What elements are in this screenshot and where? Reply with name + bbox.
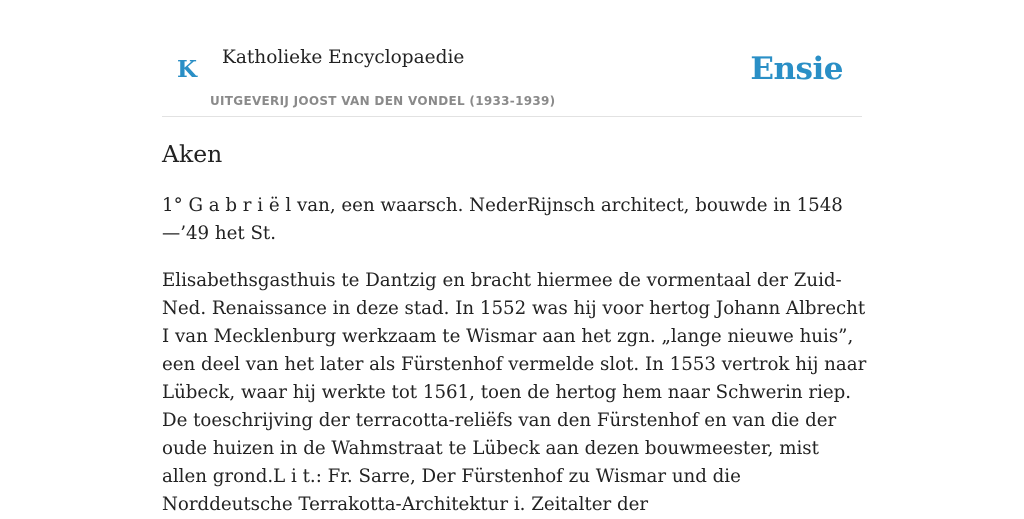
encyclopedia-logo-icon[interactable]: K [177,56,197,83]
article-paragraph: 1° G a b r i ë l van, een waarsch. NederRijnsch architect, bouwde in 1548—’49 het St. [162,195,843,244]
article-title: Aken [162,140,223,168]
source-header [162,0,862,117]
publisher-label: UITGEVERIJ JOOST VAN DEN VONDEL (1933-1939) [210,94,556,108]
article-paragraph: Elisabethsgasthuis te Dantzig en bracht hiermee de vormentaal der Zuid-Ned. Renaissance in deze stad. In 1552 was hij voor hertog Johann Albrecht I van Mecklenburg werkzaam te Wismar aan het zgn. „lange nieuwe huis”, een deel van het later als Fürstenhof vermelde slot. In 1553 vertrok hij naar Lübeck, waar hij werkte tot 1561, toen de hertog hem naar Schwerin riep. De toeschrijving der terracotta-reliëfs van den Fürstenhof en van die der oude huizen in de Wahmstraat te Lübeck aan dezen bouwmeester, mist allen grond.L i t.: Fr. Sarre, Der Fürstenhof zu Wismar und die Norddeutsche Terrakotta-Architektur i. Zeitalter der [162,270,867,515]
ensie-logo[interactable]: Ensie [750,51,843,87]
source-title[interactable]: Katholieke Encyclopaedie [222,47,465,68]
page [162,0,867,515]
